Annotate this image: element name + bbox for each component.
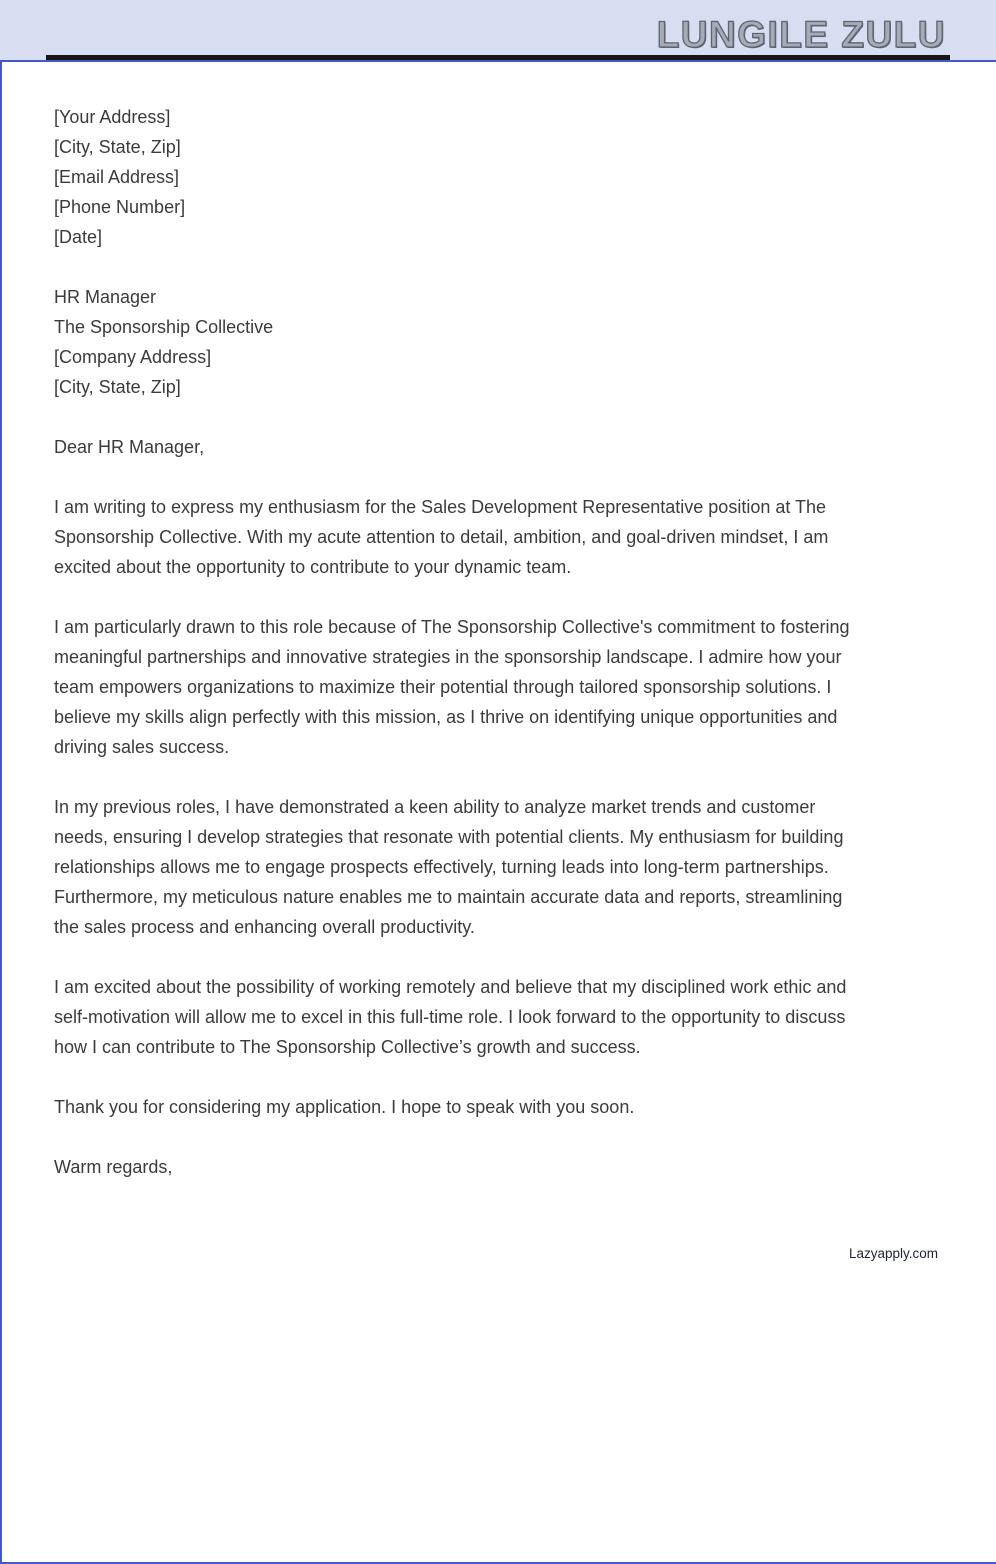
recipient-address-line: [Company Address] <box>54 347 212 367</box>
sender-address-line: [Email Address] <box>54 167 180 187</box>
letter-paragraph: In my previous roles, I have demonstrated a keen ability to analyze market trends and customer needs, ensuring I develop strategies that resonate with potential clients. My enthusiasm for building relationships allows me to engage prospects effectively, turning leads into long-term partnerships. Furthermore, my meticulous nature enables me to maintain accurate data and reports, streamlining the sales process and enhancing overall productivity. <box>54 797 844 937</box>
candidate-name: LUNGILE ZULU <box>656 14 946 55</box>
letter-body <box>54 102 852 1182</box>
recipient-address-block <box>54 282 852 402</box>
sender-address-block <box>54 102 852 252</box>
closing-thanks: Thank you for considering my application. I hope to speak with you soon. <box>54 1097 635 1117</box>
letter-paragraph: I am writing to express my enthusiasm for the Sales Development Representative position at The Sponsorship Collective. With my acute attention to detail, ambition, and goal-driven mindset, I am excited about the opportunity to contribute to your dynamic team. <box>54 497 829 577</box>
sender-address-line: [Phone Number] <box>54 197 186 217</box>
letter-paragraph: I am excited about the possibility of working remotely and believe that my disciplined work ethic and self-motivation will allow me to excel in this full-time role. I look forward to the opportunity to discuss how I can contribute to The Sponsorship Collective’s growth and success. <box>54 977 847 1057</box>
letter-sheet <box>0 60 996 1564</box>
sign-off: Warm regards, <box>54 1157 173 1177</box>
recipient-address-line: [City, State, Zip] <box>54 377 181 397</box>
salutation: Dear HR Manager, <box>54 437 205 457</box>
footer-brand: Lazyapply.com <box>848 1246 938 1261</box>
sender-address-line: [Your Address] <box>54 107 171 127</box>
letter-paragraph: I am particularly drawn to this role because of The Sponsorship Collective's commitment to fostering meaningful partnerships and innovative strategies in the sponsorship landscape. I admire how your team empowers organizations to maximize their potential through tailored sponsorship solutions. I believe my skills align perfectly with this mission, as I thrive on identifying unique opportunities and driving sales success. <box>54 617 850 757</box>
sender-address-line: [Date] <box>54 227 103 247</box>
recipient-address-line: The Sponsorship Collective <box>54 317 274 337</box>
sender-address-line: [City, State, Zip] <box>54 137 181 157</box>
header <box>0 0 996 55</box>
recipient-address-line: HR Manager <box>54 287 157 307</box>
